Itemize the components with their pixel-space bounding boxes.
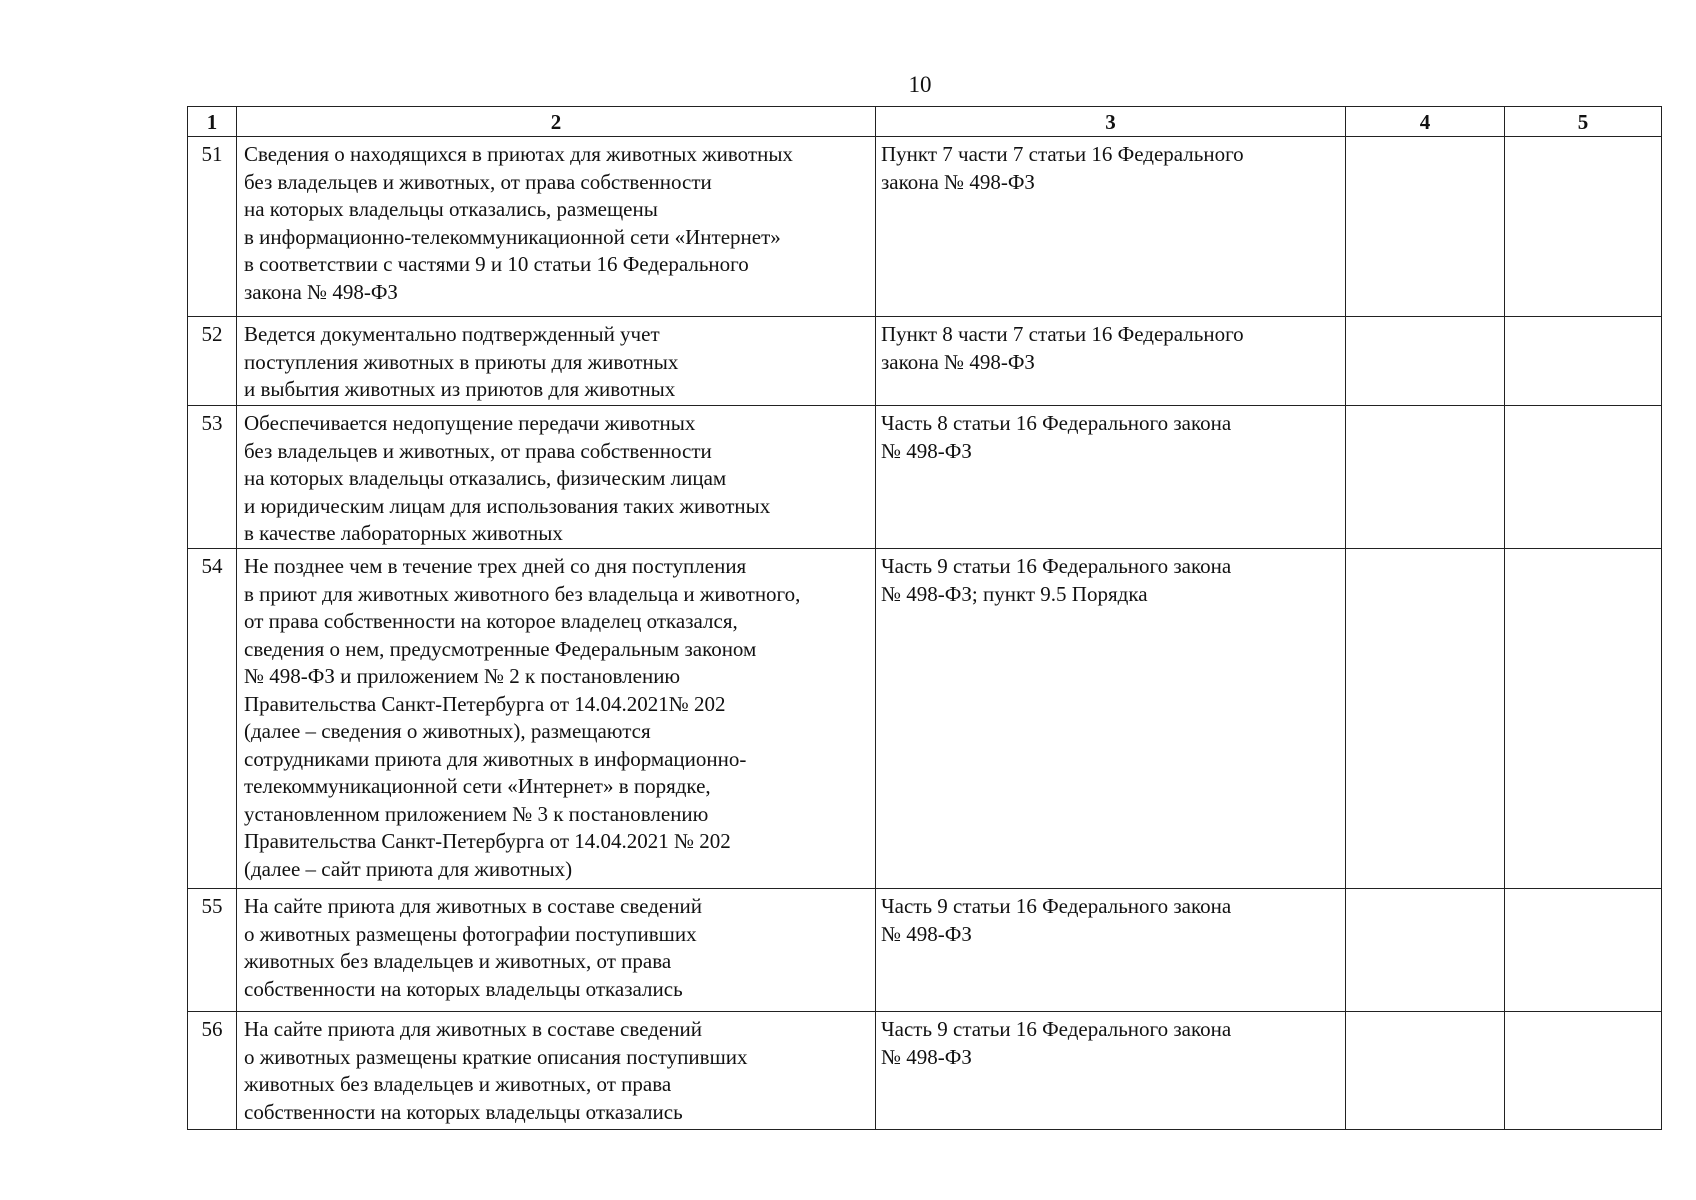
row-number: 53 — [188, 406, 237, 549]
header-col-4: 4 — [1346, 107, 1505, 137]
row-number: 56 — [188, 1012, 237, 1130]
col5-cell — [1505, 1012, 1662, 1130]
row-number: 55 — [188, 889, 237, 1012]
header-col-3: 3 — [876, 107, 1346, 137]
col4-cell — [1346, 317, 1505, 406]
requirement-text: Ведется документально подтвержденный учет поступления животных в приюты для животных и выбытия животных из приютов для животных — [237, 317, 876, 406]
legal-reference: Пункт 8 части 7 статьи 16 Федерального закона № 498-ФЗ — [876, 317, 1346, 406]
legal-reference: Часть 9 статьи 16 Федерального закона № 498-ФЗ — [876, 889, 1346, 1012]
requirement-text: Не позднее чем в течение трех дней со дня поступления в приют для животных животного без владельца и животного, от права собственности на которое владелец отказался, сведения о нем, предусмотренные Федеральным законом № 498-ФЗ и приложением № 2 к постановлению Правительства Санкт-Петербурга от 14.04.2021№ 202 (далее – сведения о животных), размещаются сотрудниками приюта для животных в информационно- телекоммуникационной сети «Интернет» в порядке, установленном приложением № 3 к постановлению Правительства Санкт-Петербурга от 14.04.2021 № 202 (далее – сайт приюта для животных) — [237, 549, 876, 889]
legal-reference: Часть 8 статьи 16 Федерального закона № 498-ФЗ — [876, 406, 1346, 549]
col4-cell — [1346, 406, 1505, 549]
table-row — [188, 549, 1662, 889]
table-header-row — [188, 107, 1662, 137]
requirement-text: На сайте приюта для животных в составе сведений о животных размещены краткие описания поступивших животных без владельцев и животных, от права собственности на которых владельцы отказались — [237, 1012, 876, 1130]
legal-reference: Пункт 7 части 7 статьи 16 Федерального закона № 498-ФЗ — [876, 137, 1346, 317]
requirement-text: На сайте приюта для животных в составе сведений о животных размещены фотографии поступивших животных без владельцев и животных, от права собственности на которых владельцы отказались — [237, 889, 876, 1012]
row-number: 51 — [188, 137, 237, 317]
page-number: 10 — [908, 72, 932, 97]
row-number: 52 — [188, 317, 237, 406]
col5-cell — [1505, 889, 1662, 1012]
table-row — [188, 137, 1662, 317]
legal-reference: Часть 9 статьи 16 Федерального закона № 498-ФЗ — [876, 1012, 1346, 1130]
col4-cell — [1346, 137, 1505, 317]
col5-cell — [1505, 406, 1662, 549]
col5-cell — [1505, 317, 1662, 406]
row-number: 54 — [188, 549, 237, 889]
table-row — [188, 889, 1662, 1012]
col5-cell — [1505, 137, 1662, 317]
table-row — [188, 406, 1662, 549]
header-col-2: 2 — [237, 107, 876, 137]
col4-cell — [1346, 549, 1505, 889]
requirements-table — [187, 106, 1662, 1130]
header-col-5: 5 — [1505, 107, 1662, 137]
col5-cell — [1505, 549, 1662, 889]
col4-cell — [1346, 1012, 1505, 1130]
header-col-1: 1 — [188, 107, 237, 137]
legal-reference: Часть 9 статьи 16 Федерального закона № 498-ФЗ; пункт 9.5 Порядка — [876, 549, 1346, 889]
col4-cell — [1346, 889, 1505, 1012]
table-row — [188, 317, 1662, 406]
requirement-text: Обеспечивается недопущение передачи животных без владельцев и животных, от права собственности на которых владельцы отказались, физическим лицам и юридическим лицам для использования таких животных в качестве лабораторных животных — [237, 406, 876, 549]
table-row — [188, 1012, 1662, 1130]
requirement-text: Сведения о находящихся в приютах для животных животных без владельцев и животных, от права собственности на которых владельцы отказались, размещены в информационно-телекоммуникационной сети «Интернет» в соответствии с частями 9 и 10 статьи 16 Федерального закона № 498-ФЗ — [237, 137, 876, 317]
